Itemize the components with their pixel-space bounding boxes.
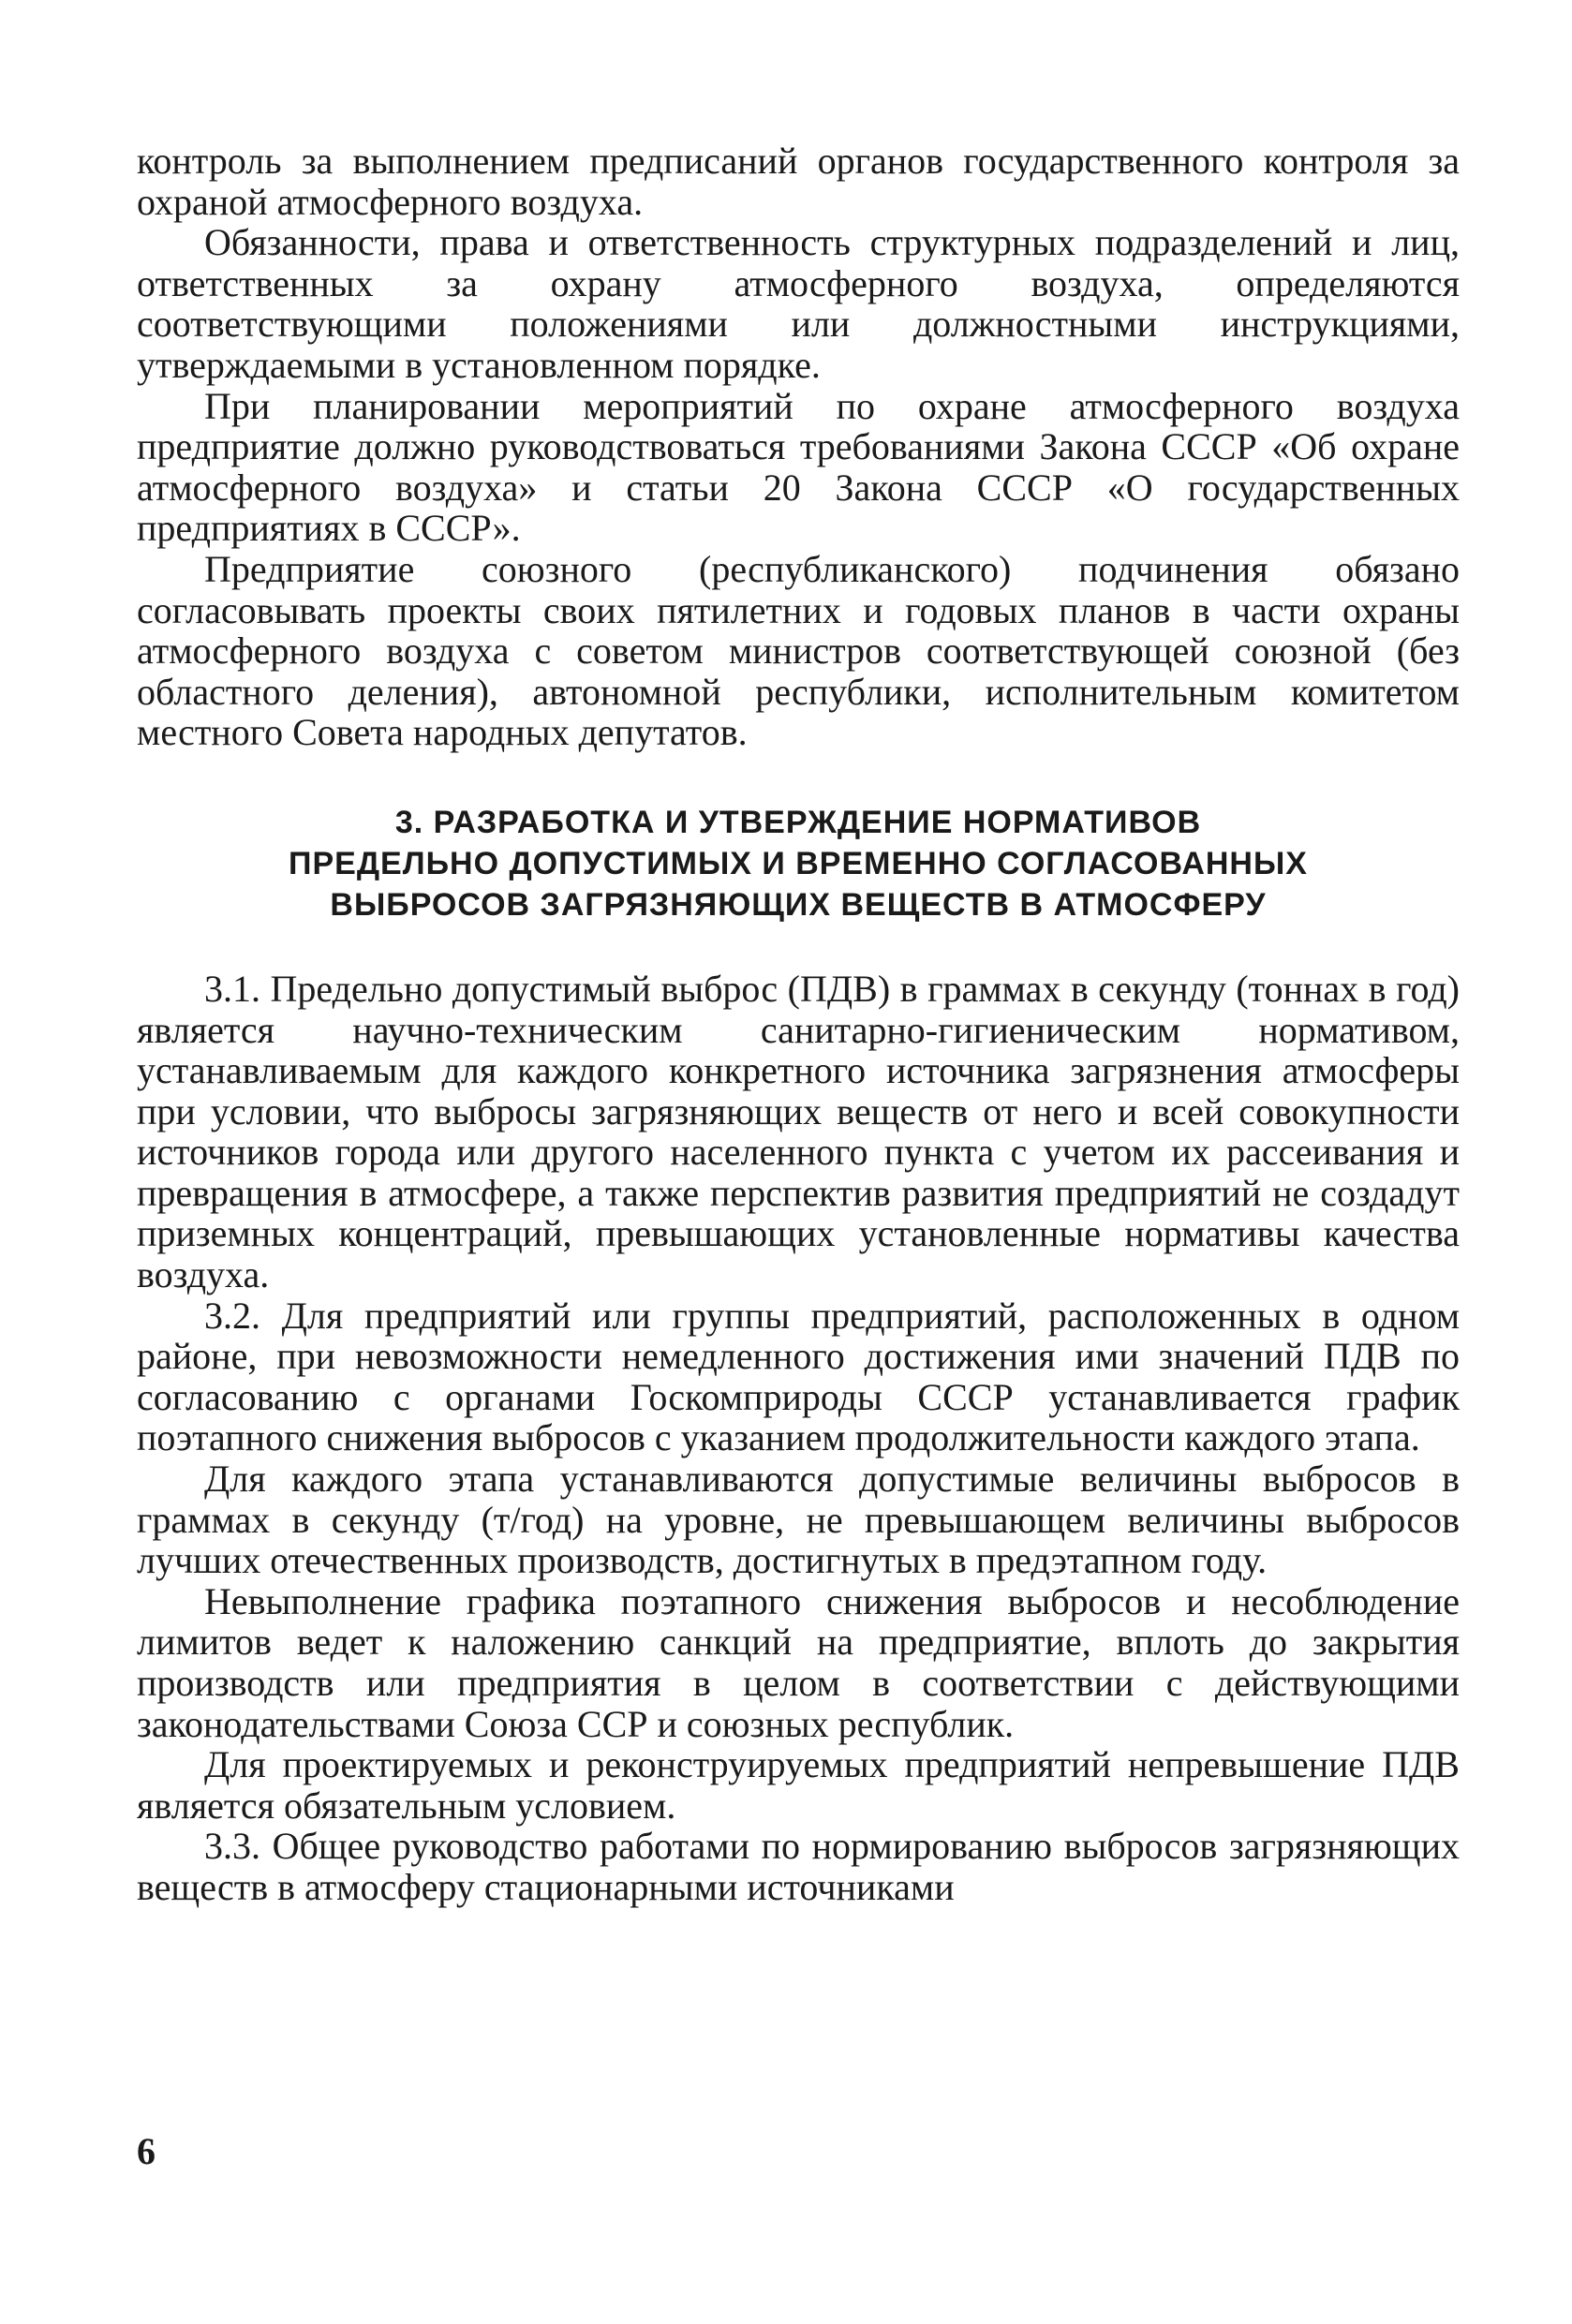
text-block (137, 141, 1460, 1908)
paragraph-responsibilities: Обязанности, права и ответственность структурных подразделений и лиц, ответственных за охрану атмосферного воздуха, определяются соответствующими положениями или должностными инструкциями, утверждаемыми в установленном порядке. (137, 221, 1460, 386)
section-heading-line-1: 3. РАЗРАБОТКА И УТВЕРЖДЕНИЕ НОРМАТИВОВ (394, 804, 1202, 840)
paragraph-new-enterprises: Для проектируемых и реконструируемых предприятий непревышение ПДВ является обязательным условием. (137, 1743, 1460, 1827)
paragraph-3-3: 3.3. Общее руководство работами по нормированию выбросов загрязняющих веществ в атмосферу стационарными источниками (137, 1825, 1460, 1908)
paragraph-planning: При планировании мероприятий по охране атмосферного воздуха предприятие должно руководствоваться требованиями Закона СССР «Об охране атмосферного воздуха» и статьи 20 Закона СССР «О государственных предприятиях в СССР». (137, 384, 1460, 550)
paragraph-continuation: контроль за выполнением предписаний органов государственного контроля за охраной атмосферного воздуха. (137, 140, 1460, 223)
section-heading (137, 802, 1460, 925)
paragraph-3-2: 3.2. Для предприятий или группы предприятий, расположенных в одном районе, при невозможности немедленного достижения ими значений ПДВ по согласованию с органами Госкомприроды СССР устанавливается график поэтапного снижения выбросов с указанием продолжительности каждого этапа. (137, 1294, 1460, 1459)
section-heading-line-3: ВЫБРОСОВ ЗАГРЯЗНЯЮЩИХ ВЕЩЕСТВ В АТМОСФЕРУ (330, 886, 1267, 923)
paragraph-3-1: 3.1. Предельно допустимый выброс (ПДВ) в граммах в секунду (тоннах в год) является научно-техническим санитарно-гигиеническим нормативом, устанавливаемым для каждого конкретного источника загрязнения атмосферы при условии, что выбросы загрязняющих веществ от него и всей совокупности источников города или другого населенного пункта с учетом их рассеивания и превращения в атмосфере, а также перспектив развития предприятий не создадут приземных концентраций, превышающих установленные нормативы качества воздуха. (137, 967, 1460, 1296)
paragraph-stage-limits: Для каждого этапа устанавливаются допустимые величины выбросов в граммах в секунду (т/год) на уровне, не превышающем величины выбросов лучших отечественных производств, достигнутых в предэтапном году. (137, 1458, 1460, 1582)
paragraph-coordination: Предприятие союзного (республиканского) подчинения обязано согласовывать проекты своих пятилетних и годовых планов в части охраны атмосферного воздуха с советом министров соответствующей союзной (без областного деления), автономной республики, исполнительным комитетом местного Совета народных депутатов. (137, 547, 1460, 754)
paragraph-sanctions: Невыполнение графика поэтапного снижения выбросов и несоблюдение лимитов ведет к наложению санкций на предприятие, вплоть до закрытия производств или предприятия в целом в соответствии с действующими законодательствами Союза ССР и союзных республик. (137, 1579, 1460, 1745)
section-heading-line-2: ПРЕДЕЛЬНО ДОПУСТИМЫХ И ВРЕМЕННО СОГЛАСОВАННЫХ (289, 845, 1308, 881)
page-number: 6 (137, 2130, 156, 2172)
